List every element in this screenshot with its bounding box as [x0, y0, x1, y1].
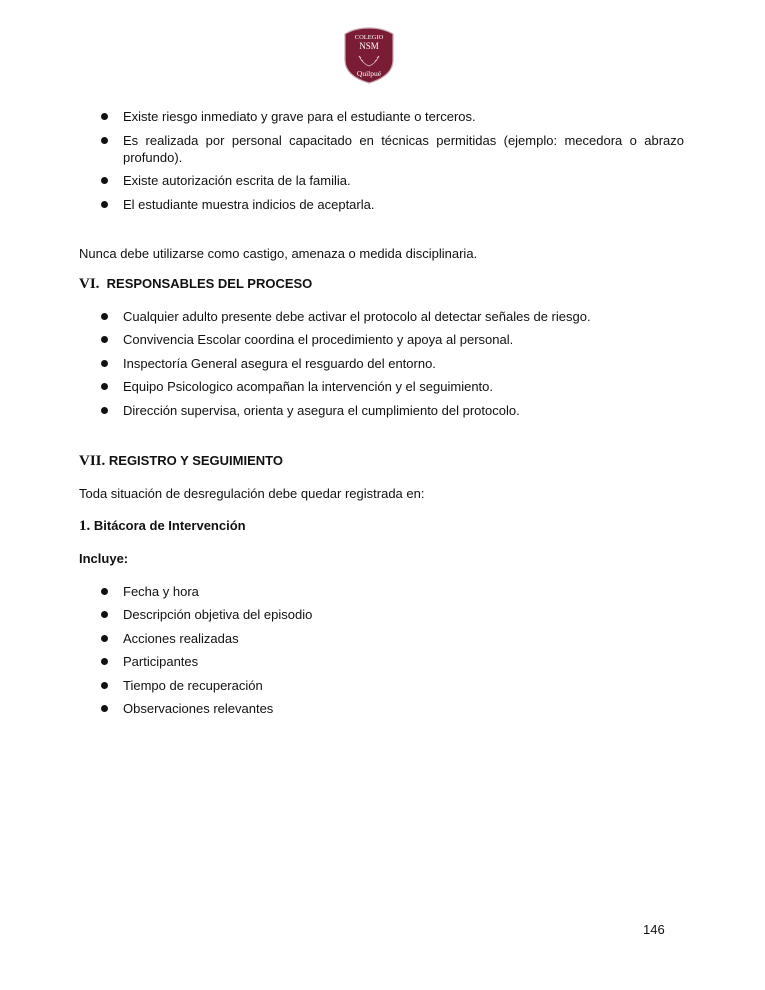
- list-item: Equipo Psicologico acompañan la intervención y el seguimiento.: [79, 378, 684, 395]
- list-item: Inspectoría General asegura el resguardo del entorno.: [79, 355, 684, 372]
- list-item: Acciones realizadas: [79, 630, 684, 647]
- document-body: [79, 108, 684, 724]
- responsables-list: [79, 308, 684, 419]
- list-item: Fecha y hora: [79, 583, 684, 600]
- subsection-number: 1.: [79, 517, 91, 534]
- conditions-list: [79, 108, 684, 213]
- list-item: Descripción objetiva del episodio: [79, 606, 684, 623]
- logo-line-3: Quilpué: [356, 69, 382, 78]
- section-intro: Toda situación de desregulación debe quedar registrada en:: [79, 485, 425, 501]
- list-item: Observaciones relevantes: [79, 700, 684, 717]
- logo-line-2: NSM: [359, 41, 379, 51]
- list-item: Convivencia Escolar coordina el procedimiento y apoya al personal.: [79, 331, 684, 348]
- list-item: Existe autorización escrita de la familia.: [79, 172, 684, 189]
- section-title: REGISTRO Y SEGUIMIENTO: [108, 452, 283, 468]
- school-crest-logo: [341, 26, 397, 84]
- list-item: Dirección supervisa, orienta y asegura el cumplimiento del protocolo.: [79, 402, 684, 419]
- page-number: 146: [643, 922, 665, 937]
- list-item: Cualquier adulto presente debe activar el protocolo al detectar señales de riesgo.: [79, 308, 684, 325]
- logo-line-1: COLEGIO: [354, 34, 384, 41]
- includes-label: Incluye:: [79, 550, 129, 566]
- list-item: El estudiante muestra indicios de aceptarla.: [79, 196, 684, 213]
- subsection-title: Bitácora de Intervención: [93, 517, 246, 533]
- section-numeral: VI.: [79, 275, 100, 292]
- list-item: Participantes: [79, 653, 684, 670]
- section-title: RESPONSABLES DEL PROCESO: [106, 275, 313, 291]
- section-heading: [79, 452, 684, 470]
- bitacora-list: [79, 583, 684, 718]
- warning-paragraph: Nunca debe utilizarse como castigo, amenaza o medida disciplinaria.: [79, 245, 478, 261]
- list-item: Es realizada por personal capacitado en técnicas permitidas (ejemplo: mecedora o abrazo profundo).: [79, 132, 684, 166]
- list-item: Tiempo de recuperación: [79, 677, 684, 694]
- section-heading: [79, 275, 684, 293]
- list-item: Existe riesgo inmediato y grave para el estudiante o terceros.: [79, 108, 684, 125]
- section-numeral: VII.: [79, 452, 106, 469]
- subsection-heading: [79, 517, 684, 535]
